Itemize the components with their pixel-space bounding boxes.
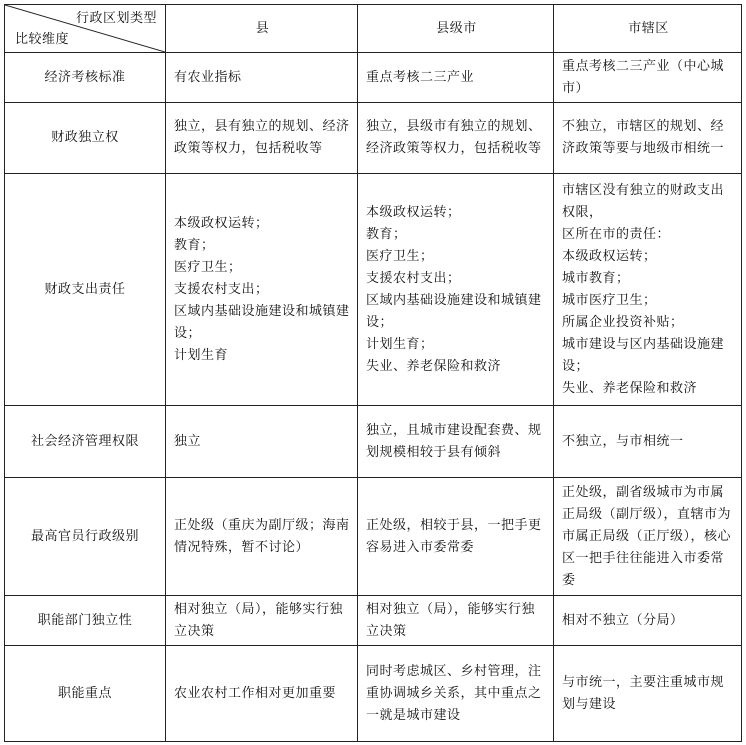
district-cell — [554, 646, 742, 742]
dimension-cell: 职能部门独立性 — [5, 596, 166, 646]
cell-text: 重点考核二三产业 — [366, 69, 475, 85]
cell-text: 相对独立（局），能够实行独立决策 — [174, 601, 344, 639]
cell-line: 教育； — [174, 237, 215, 253]
cell-text: 同时考虑城区、乡村管理，注重协调城乡关系，其中重点之一就是城市建设 — [366, 663, 542, 723]
column-header-district: 市辖区 — [554, 5, 742, 53]
cell-line: 市辖区没有独立的财政支出权限， — [562, 182, 725, 220]
table-row — [5, 174, 742, 406]
county-cell — [166, 174, 358, 406]
dimension-cell: 财政独立权 — [5, 103, 166, 174]
cell-text: 与市统一，主要注重城市规划与建设 — [562, 674, 725, 712]
cell-line: 所属企业投资补贴； — [562, 314, 684, 330]
table-row — [5, 596, 742, 646]
cell-line: 医疗卫生； — [366, 248, 434, 264]
dimension-cell: 经济考核标准 — [5, 53, 166, 103]
district-cell — [554, 596, 742, 646]
county-city-cell — [358, 596, 554, 646]
cell-text: 正处级，副省级城市为市属正局级（副厅级），直辖市为市属正局级（正厅级），核心区一把手往往能进入市委常委 — [562, 484, 732, 588]
dimension-cell: 社会经济管理权限 — [5, 406, 166, 478]
county-city-cell — [358, 103, 554, 174]
cell-line: 计划生育 — [174, 347, 229, 363]
county-cell — [166, 596, 358, 646]
column-header-county-city: 县级市 — [358, 5, 554, 53]
cell-line: 城市医疗卫生； — [562, 292, 657, 308]
county-city-cell — [358, 478, 554, 596]
cell-text: 相对不独立（分局） — [562, 612, 684, 628]
column-header-county: 县 — [166, 5, 358, 53]
corner-header-top-label: 行政区划类型 — [75, 11, 157, 26]
dimension-cell: 最高官员行政级别 — [5, 478, 166, 596]
cell-line: 本级政权运转； — [366, 204, 461, 220]
cell-line: 本级政权运转； — [174, 215, 269, 231]
corner-header-bottom-label: 比较维度 — [15, 32, 70, 47]
cell-line: 医疗卫生； — [174, 259, 242, 275]
header-row — [5, 5, 742, 53]
cell-text: 正处级，相较于县，一把手更容易进入市委常委 — [366, 517, 542, 555]
cell-text: 农业农村工作相对更加重要 — [174, 685, 337, 701]
cell-line: 计划生育； — [366, 336, 434, 352]
cell-text: 相对独立（局），能够实行独立决策 — [366, 601, 536, 639]
district-cell — [554, 406, 742, 478]
comparison-table — [4, 4, 742, 742]
table-row — [5, 478, 742, 596]
county-cell — [166, 53, 358, 103]
cell-text: 不独立，与市相统一 — [562, 433, 684, 449]
cell-text: 有农业指标 — [174, 69, 242, 85]
cell-line: 城市建设与区内基础设施建设； — [562, 336, 725, 374]
district-cell — [554, 53, 742, 103]
dimension-cell: 职能重点 — [5, 646, 166, 742]
district-cell — [554, 478, 742, 596]
cell-text: 正处级（重庆为副厅级；海南情况特殊，暂不讨论） — [174, 517, 350, 555]
table-row — [5, 646, 742, 742]
table-row — [5, 53, 742, 103]
cell-text: 独立 — [174, 433, 202, 449]
county-city-cell — [358, 53, 554, 103]
cell-line: 失业、养老保险和救济 — [562, 380, 698, 396]
cell-text: 独立，县有独立的规划、经济政策等权力，包括税收等 — [174, 119, 350, 156]
cell-line: 教育； — [366, 226, 407, 242]
cell-line: 区域内基础设施建设和城镇建设； — [366, 292, 542, 330]
county-cell — [166, 646, 358, 742]
cell-line: 失业、养老保险和救济 — [366, 358, 502, 374]
corner-header-cell — [5, 5, 166, 53]
cell-line: 本级政权运转； — [562, 248, 657, 264]
county-city-cell — [358, 174, 554, 406]
county-cell — [166, 103, 358, 174]
dimension-cell: 财政支出责任 — [5, 174, 166, 406]
cell-text: 独立，且城市建设配套费、规划规模相较于县有倾斜 — [366, 422, 542, 460]
cell-text: 重点考核二三产业（中心城市） — [562, 58, 725, 96]
cell-line: 支援农村支出； — [174, 281, 269, 297]
county-cell — [166, 406, 358, 478]
county-city-cell — [358, 646, 554, 742]
table-row — [5, 103, 742, 174]
cell-line: 区所在市的责任： — [562, 226, 671, 242]
county-cell — [166, 478, 358, 596]
cell-text: 独立，县级市有独立的规划、经济政策等权力，包括税收等 — [366, 119, 542, 156]
district-cell — [554, 174, 742, 406]
cell-line: 区域内基础设施建设和城镇建设； — [174, 303, 350, 341]
cell-line: 支援农村支出； — [366, 270, 461, 286]
cell-line: 城市教育； — [562, 270, 630, 286]
county-city-cell — [358, 406, 554, 478]
table-row — [5, 406, 742, 478]
district-cell — [554, 103, 742, 174]
cell-text: 不独立，市辖区的规划、经济政策等要与地级市相统一 — [562, 119, 725, 156]
